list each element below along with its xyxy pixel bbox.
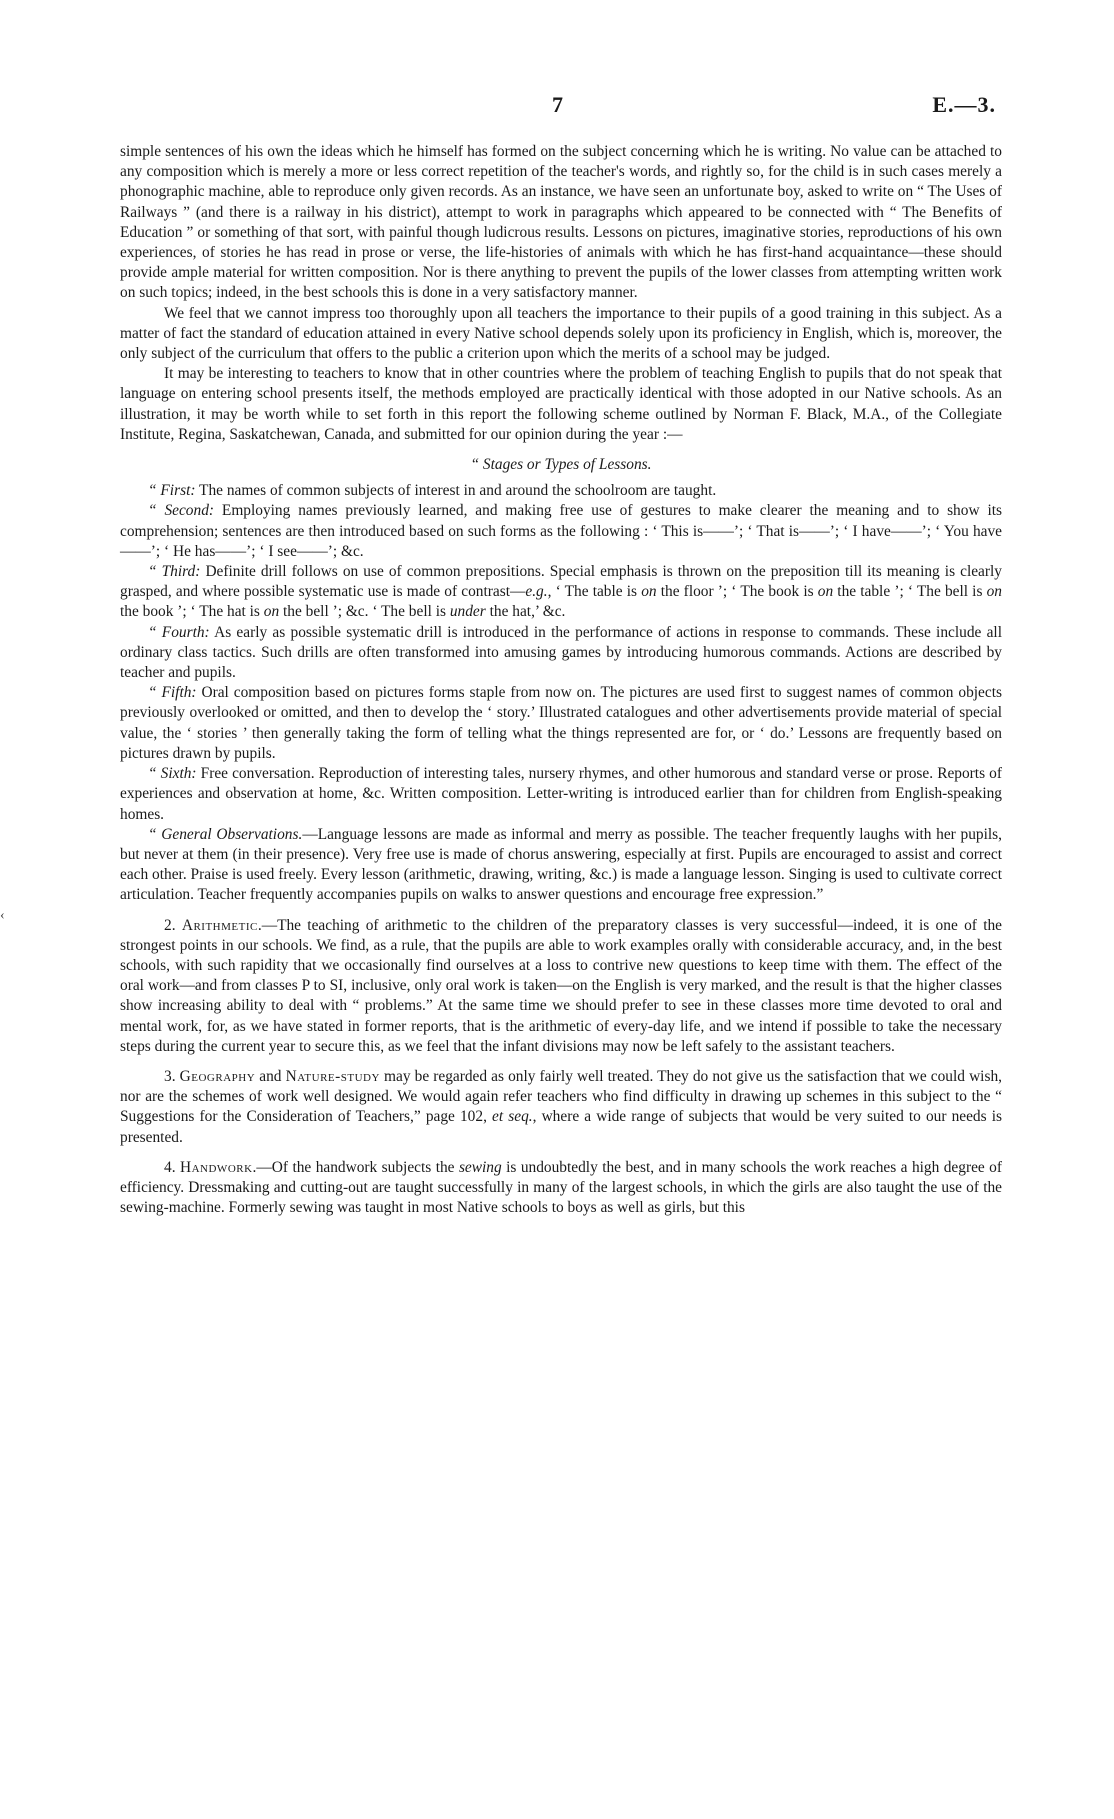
stage-label: “ Fourth: — [148, 623, 210, 641]
italic-term: sewing — [458, 1158, 502, 1176]
section-heading: Nature-study — [285, 1067, 380, 1085]
section-number: 2. — [164, 916, 182, 934]
italic-term: on — [263, 603, 280, 621]
general-observations — [120, 825, 1002, 906]
stage-label: “ Sixth: — [148, 765, 197, 783]
italic-term: et seq. — [492, 1108, 533, 1126]
section-text: , where a wide range of subjects that would be very suited to our needs is presented. — [120, 1108, 1002, 1146]
stage-second — [120, 501, 1002, 562]
section-text: and — [255, 1067, 286, 1085]
stage-text: , ‘ The table is — [547, 583, 642, 601]
italic-term: under — [449, 603, 486, 621]
stage-first — [120, 481, 1002, 501]
stage-text: the table ’; ‘ The bell is — [833, 583, 987, 601]
section-heading: Handwork — [179, 1158, 253, 1176]
stage-sixth — [120, 764, 1002, 825]
italic-term: e.g. — [525, 583, 548, 601]
stage-text: Definite drill follows on use of common prepositions. Special emphasis is thrown on the preposition till its meaning is clearly grasped, and where possible systematic use is made of contrast— — [120, 563, 1002, 601]
italic-term: on — [817, 583, 834, 601]
section-geography — [120, 1067, 1002, 1148]
section-number: 4. — [164, 1158, 180, 1176]
margin-mark: ‹ — [0, 908, 5, 923]
section-text: .—Of the handwork subjects the — [252, 1158, 459, 1176]
section-text: may be regarded as only fairly well treated. They do not give us the satisfaction that we could wish, nor are the schemes of work well designed. We would again refer teachers who find difficulty in drawing up schemes in this subject to the “ Suggestions for the Consideration of Teachers,” page 102, — [120, 1067, 1002, 1126]
stage-label: “ Third: — [148, 563, 201, 581]
stage-fourth — [120, 623, 1002, 684]
section-handwork — [120, 1158, 1002, 1219]
section-title-stages: “ Stages or Types of Lessons. — [470, 456, 652, 474]
stage-label: “ First: — [148, 482, 196, 500]
stage-text: the book ’; ‘ The hat is — [120, 603, 264, 621]
section-text: is undoubtedly the best, and in many schools the work reaches a high degree of efficiency. Dressmaking and cutting-out are taught successfully in many of the largest schools, in which the girls are also taught the use of the sewing-machine. Formerly sewing was taught in most Native schools to boys as well as girls, but this — [120, 1158, 1003, 1217]
italic-term: on — [986, 583, 1002, 601]
page-number: 7 — [552, 92, 563, 117]
paragraph-composition: simple sentences of his own the ideas which he himself has formed on the subject concerning which he is writing. No value can be attached to any composition which is merely a more or less correct repetition of the teacher's words, and rightly so, for the child is in such cases merely a phonographic machine, able to reproduce only given records. As an instance, we have seen an unfortunate boy, asked to write on “ The Uses of Railways ” (and there is a railway in his district), attempt to work in paragraphs which appeared to be connected with “ The Benefits of Education ” or something of that sort, with painful though ludicrous results. Lessons on pictures, imaginative stories, reproductions of his own experiences, of stories he has read in prose or verse, the life-histories of animals with which he has first-hand acquaintance—these should provide ample material for written composition. Nor is there anything to prevent the pupils of the lower classes from attempting written work on such topics; indeed, in the best schools this is done in a very satisfactory manner. — [120, 143, 1002, 302]
stage-text: the floor ’; ‘ The book is — [656, 583, 818, 601]
stage-text: the bell ’; &c. ‘ The bell is — [279, 603, 450, 621]
stage-text: Employing names previously learned, and making free use of gestures to make clearer the meaning and to show its comprehension; sentences are then introduced based on such forms as the following : ‘ This is——’; ‘ That is——’; ‘ I have——’; ‘ You have——’; ‘ He has——’; ‘ I see——’; &c. — [120, 502, 1002, 560]
stage-text: Oral composition based on pictures forms staple from now on. The pictures are used first to suggest names of common objects previously overlooked or omitted, and then to develop the ‘ story.’ Illustrated catalogues and other advertisements provide material of special value, the ‘ stories ’ then generally taking the form of telling what the things represented are for, or ‘ do.’ Lessons are frequently based on pictures drawn by pupils. — [120, 684, 1002, 762]
paragraph-other-countries: It may be interesting to teachers to know that in other countries where the problem of teaching English to pupils that do not speak that language on entering school presents itself, the methods employed are practically identical with those adopted in our Native schools. As an illustration, it may be worth while to set forth in this report the following scheme outlined by Norman F. Black, M.A., of the Collegiate Institute, Regina, Saskatchewan, Canada, and submitted for our opinion during the year :— — [120, 365, 1002, 443]
stage-fifth — [120, 683, 1002, 764]
page-header — [0, 92, 1114, 122]
section-arithmetic — [120, 916, 1002, 1057]
italic-term: on — [641, 583, 657, 601]
stage-text: the hat,’ &c. — [485, 603, 566, 621]
section-number: 3. — [164, 1067, 180, 1085]
stage-text: The names of common subjects of interest in and around the schoolroom are taught. — [195, 482, 717, 500]
section-text: .—The teaching of arithmetic to the children of the preparatory classes is very successful—indeed, it is one of the strongest points in our schools. We find, as a rule, that the pupils are able to work examples orally with considerable accuracy, and, in the best schools, with such rapidity that we occasionally find ourselves at a loss to contrive new questions to keep time with them. The effect of the oral work—and from classes P to SI, inclusive, only oral work is taken—on the English is very marked, and the result is that the higher classes show increasing ability to deal with “ problems.” At the same time we should prefer to see in these classes more time devoted to oral and mental work, for, as we have stated in former reports, that is the arithmetic of every-day life, and we intend if possible to take the necessary steps during the current year to secure this, as we feel that the infant divisions may now be left safely to the assistant teachers. — [120, 916, 1002, 1055]
stage-label: “ General Observations. — [148, 825, 303, 843]
stage-text: As early as possible systematic drill is introduced in the performance of actions in response to commands. These include all ordinary class tactics. Such drills are often transformed into amusing games by introducing humorous commands. Actions are described by teacher and pupils. — [120, 623, 1002, 682]
stage-text: —Language lessons are made as informal and merry as possible. The teacher frequently laughs with her pupils, but never at them (in their presence). Very free use is made of chorus answering, especially at first. Pupils are encouraged to assist and correct each other. Praise is used freely. Every lesson (arithmetic, drawing, writing, &c.) is made a language lesson. Singing is used to cultivate correct articulation. Teacher frequently accompanies pupils on walks to answer questions and encourage free expression.” — [120, 825, 1002, 904]
paragraph-training: We feel that we cannot impress too thoroughly upon all teachers the importance to their pupils of a good training in this subject. As a matter of fact the standard of education attained in every Native school depends solely upon its proficiency in English, which is, moreover, the only subject of the curriculum that offers to the public a criterion upon which the merits of a school may be judged. — [120, 304, 1002, 363]
document-reference: E.—3. — [932, 92, 996, 117]
stage-third — [120, 562, 1002, 623]
stage-label: “ Second: — [148, 502, 215, 520]
section-heading: Geography — [179, 1067, 256, 1085]
report-body — [120, 142, 1002, 1218]
section-heading: Arithmetic — [181, 916, 258, 934]
stage-text: Free conversation. Reproduction of interesting tales, nursery rhymes, and other humorous and standard verse or prose. Reports of experiences and observation at home, &c. Written composition. Letter-writing is introduced earlier than for children from English-speaking homes. — [120, 765, 1002, 823]
stage-label: “ Fifth: — [148, 684, 197, 702]
